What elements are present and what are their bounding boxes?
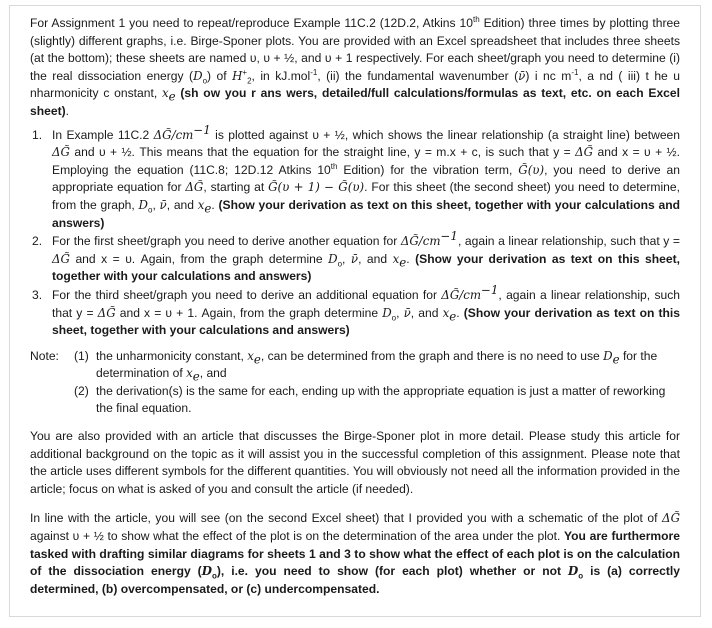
task-list xyxy=(30,122,681,340)
intro-paragraph xyxy=(30,15,680,121)
task-text: , again a linear relationship, such that y = xyxy=(52,287,680,320)
final-bold-text: ), i.e. you need to show (for each plot) whether or not xyxy=(216,564,568,579)
intro-bold-instruction: (sh ow you r ans wers, detailed/full calculations/formulas as text, etc. on each Excel sheet) xyxy=(30,86,680,118)
note-item-2 xyxy=(30,383,680,418)
task-text: is plotted against υ + ½, which shows the linear relationship (a straight line) between xyxy=(210,127,681,142)
subscript-o: o xyxy=(578,571,584,581)
symbol-delta-g: ΔG̃ xyxy=(97,305,116,320)
symbol-delta-g: ΔG̃ xyxy=(662,511,680,526)
intro-text: respectively. For each sheet/graph you need to determine (i) the real dissociation energy ( xyxy=(30,51,681,83)
symbol-d0: D xyxy=(382,305,392,320)
task-text: , xyxy=(396,305,404,320)
task-text: In Example 11C.2 xyxy=(52,127,154,142)
symbol-wavenumber: ν̄ xyxy=(518,68,526,83)
task-text: , and xyxy=(166,197,198,212)
intro-text: ) of xyxy=(207,68,233,83)
task-text: Edition) for the vibration term, xyxy=(337,162,519,177)
symbol-d0: D xyxy=(193,68,203,83)
task-text: and x = υ. Again, from the graph determine xyxy=(69,251,329,266)
expression-g-difference: G̃(υ + 1) − G̃(υ) xyxy=(268,180,365,195)
superscript-th: th xyxy=(472,14,480,24)
intro-text: , a nd ( iii) t he u nharmonicity c onstant, xyxy=(30,68,680,101)
subscript-o: o xyxy=(147,205,153,215)
symbol-xe: x xyxy=(161,86,169,101)
final-paragraph xyxy=(30,510,680,598)
task-item-1 xyxy=(30,122,681,233)
note-text: the derivation(s) is the same for each, ending up with the appropriate equation is just a matter of reworking the final equation. xyxy=(96,383,666,416)
note-label: Note: xyxy=(30,348,59,363)
note-text-part: , can be determined from the graph and there is no need to use xyxy=(260,348,604,363)
note-row-1 xyxy=(30,348,680,383)
task-text: , xyxy=(152,197,160,212)
task-text: For the third sheet/graph you need to derive an additional equation for xyxy=(52,287,442,302)
symbol-d0: D xyxy=(328,251,338,266)
article-paragraph: You are also provided with an article that discusses the Birge-Sponer plot in more detail. Please study this article for additional background on the topic as it will assist you in the successful completion of this assignment. Please note that the article uses different symbols for the different quantities. You will obviously not need all the information provided in the article; focus on what is asked of you and consult the article (if needed). xyxy=(30,429,680,496)
symbol-delta-g: ΔG̃ xyxy=(185,180,204,195)
note-number: (1) xyxy=(74,348,89,363)
superscript-minus-one: −1 xyxy=(440,229,458,244)
symbol-delta-g: ΔG̃/cm xyxy=(153,127,194,142)
task-text: , again a linear relationship, such that y = xyxy=(457,234,680,249)
subscript-e: e xyxy=(253,352,261,367)
superscript-minus-one: -1 xyxy=(310,67,318,77)
intro-text: . xyxy=(65,103,69,118)
symbol-xe: x xyxy=(186,366,193,381)
note-block xyxy=(30,348,680,418)
subscript-e: e xyxy=(449,308,457,323)
symbol-wavenumber: ν̄ xyxy=(159,197,167,212)
task-text: and x = υ + 1. Again, from the graph determine xyxy=(115,305,383,320)
task-text: and υ + ½. This means that the equation for the straight line, y = m.x + c, is such that y = xyxy=(69,145,576,160)
note-text-part: for the determination of xyxy=(96,348,658,381)
task-text: . xyxy=(211,197,219,212)
note-text-part: , and xyxy=(199,366,227,381)
task-text: . For this sheet (the second sheet) you need to determine, from the graph, xyxy=(52,180,680,212)
symbol-d0: D xyxy=(138,197,148,212)
task-text: , xyxy=(342,251,351,266)
symbol-xe: x xyxy=(197,197,205,212)
symbol-g-v: G̃(υ) xyxy=(518,162,545,177)
subscript-o: o xyxy=(391,312,397,322)
task-item-3 xyxy=(30,282,681,340)
task-bold-instruction: (Show your derivation as text on this sheet, together with your calculations and answers) xyxy=(52,251,680,284)
note-item-1 xyxy=(74,348,680,383)
symbol-h2-ion: H xyxy=(232,68,243,83)
symbol-delta-g: ΔG̃/cm xyxy=(400,234,441,249)
task-text: . xyxy=(456,305,464,320)
intro-text: ) i nc m xyxy=(525,68,572,83)
symbol-delta-g: ΔG̃ xyxy=(575,145,594,160)
intro-text: , (ii) the fundamental wavenumber ( xyxy=(317,68,519,83)
superscript-minus-one: −1 xyxy=(481,282,499,297)
symbol-d0: D xyxy=(201,564,212,579)
intro-text: For Assignment 1 you need to repeat/reproduce Example 11C.2 (12D.2, Atkins 10 xyxy=(30,16,473,30)
task-text: . xyxy=(406,251,416,266)
task-number: 2. xyxy=(32,234,43,249)
symbol-de: D xyxy=(603,348,613,363)
task-bold-instruction: (Show your derivation as text on this sheet, together with your calculations and answers) xyxy=(52,197,680,230)
final-bold-text: is (a) correctly determined, (b) overcompensated, or (c) undercompensated. xyxy=(30,564,680,596)
task-number: 3. xyxy=(32,287,43,302)
sheet-names: υ, υ + ½, and υ + 1 xyxy=(249,51,353,66)
superscript-plus: + xyxy=(242,67,248,77)
symbol-delta-g: ΔG̃ xyxy=(52,251,70,266)
superscript-th: th xyxy=(330,161,338,171)
symbol-xe: x xyxy=(392,251,400,266)
task-text: , you need to derive an appropriate equation for xyxy=(52,162,680,195)
symbol-delta-g: ΔG̃ xyxy=(52,145,70,160)
subscript-o: o xyxy=(202,76,208,86)
intro-text: , in kJ.mol xyxy=(251,68,311,83)
symbol-d0: D xyxy=(567,564,579,579)
symbol-delta-g: ΔG̃/cm xyxy=(441,287,482,302)
subscript-e: e xyxy=(204,201,212,216)
subscript-2: 2 xyxy=(247,76,252,86)
subscript-e: e xyxy=(399,255,407,270)
subscript-e: e xyxy=(192,369,200,384)
symbol-wavenumber: ν̄ xyxy=(403,305,411,320)
subscript-e: e xyxy=(612,352,620,367)
subscript-o: o xyxy=(211,571,217,581)
task-text: and x = υ + ½. Employing the equation (11C.8; 12D.12 Atkins 10 xyxy=(52,145,680,177)
symbol-xe: x xyxy=(247,348,254,363)
note-number: (2) xyxy=(74,383,89,398)
subscript-o: o xyxy=(337,259,343,269)
subscript-e: e xyxy=(168,89,176,104)
superscript-minus-one: -1 xyxy=(571,67,579,77)
task-number: 1. xyxy=(32,127,43,142)
intro-text: Edition) three times by plotting three (slightly) different graphs, i.e. Birge-Sponer plots. You are provided with an Excel spreadsheet that includes three sheets (at the bottom); these sheets are named xyxy=(30,16,680,66)
task-item-2 xyxy=(30,229,680,286)
final-text: against υ + ½ to show what the effect of the plot is on the determination of the area under the plot. xyxy=(30,529,564,544)
assignment-page xyxy=(9,5,701,617)
final-bold-text: You are furthermore tasked with drafting similar diagrams for sheets 1 and 3 to show what the effect of each plot is on the calculation of the dissociation energy ( xyxy=(30,529,680,579)
task-text: , starting at xyxy=(203,180,269,195)
task-bold-instruction: (Show your derivation as text on this sheet, together with your calculations and answers) xyxy=(52,305,681,338)
note-text xyxy=(96,348,680,383)
symbol-xe: x xyxy=(442,305,450,320)
superscript-minus-one: −1 xyxy=(193,122,211,137)
task-text: For the first sheet/graph you need to derive another equation for xyxy=(52,234,401,249)
task-text: , and xyxy=(410,305,443,320)
task-text: , and xyxy=(358,251,393,266)
final-text: In line with the article, you will see (on the second Excel sheet) that I provided you with a schematic of the plot of xyxy=(30,511,663,526)
symbol-wavenumber: ν̄ xyxy=(350,251,359,266)
note-text-part: the unharmonicity constant, xyxy=(96,348,248,363)
